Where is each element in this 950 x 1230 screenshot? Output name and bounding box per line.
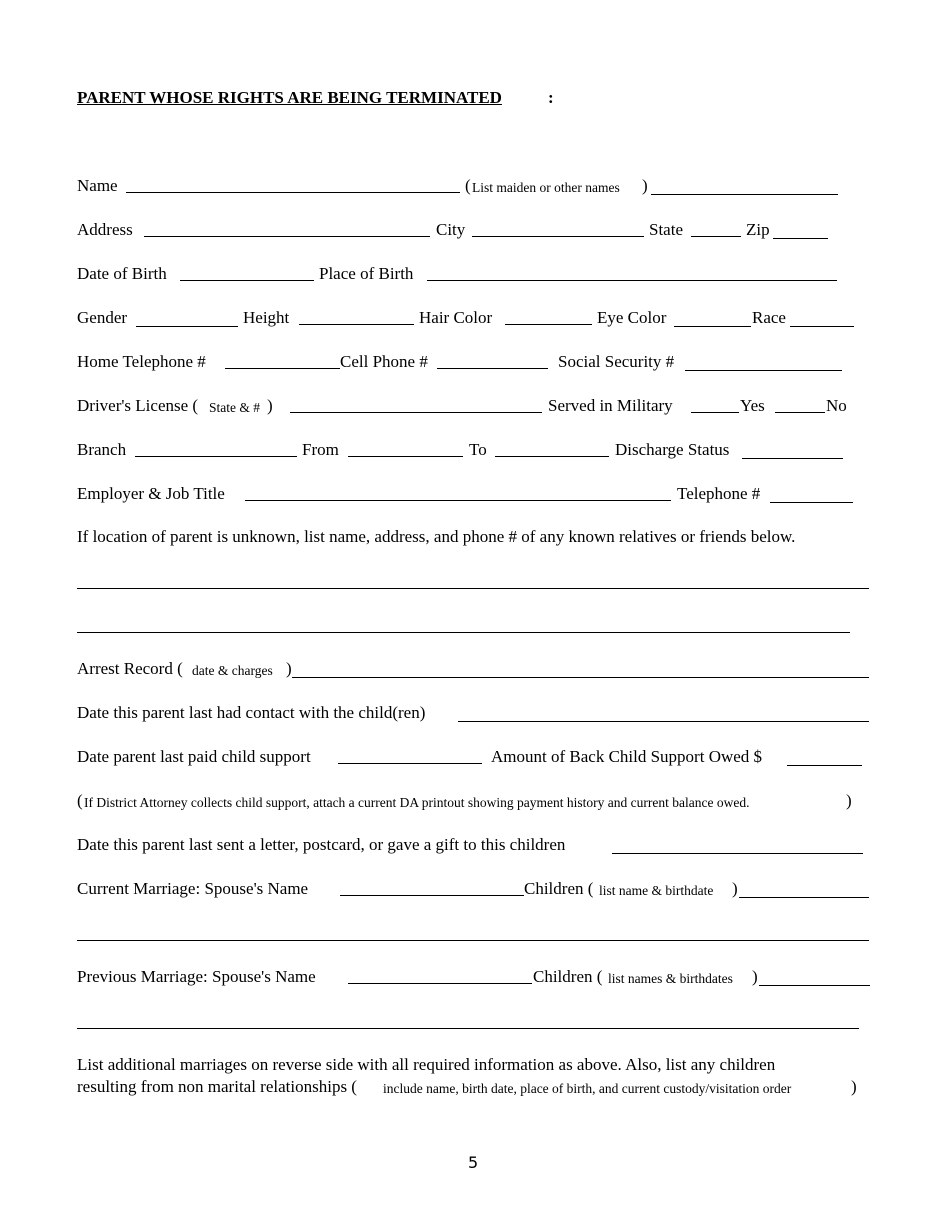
city-field[interactable]	[472, 236, 644, 237]
branch-field[interactable]	[135, 456, 297, 457]
discharge-status-field[interactable]	[742, 458, 843, 459]
previous-children-line-2[interactable]	[77, 1028, 859, 1029]
discharge-status-label: Discharge Status	[615, 440, 730, 459]
hair-color-label: Hair Color	[419, 308, 493, 327]
current-children-field[interactable]	[739, 897, 869, 898]
military-no-field[interactable]	[775, 412, 825, 413]
previous-marriage-label: Previous Marriage: Spouse's Name	[77, 967, 316, 986]
race-field[interactable]	[790, 326, 854, 327]
arrest-record-field[interactable]	[292, 677, 869, 678]
social-security-field[interactable]	[685, 370, 842, 371]
employer-label: Employer & Job Title	[77, 484, 225, 503]
last-paid-support-field[interactable]	[338, 763, 482, 764]
maiden-names-field[interactable]	[651, 194, 838, 195]
maiden-paren-close: )	[642, 176, 648, 195]
city-label: City	[436, 220, 466, 239]
arrest-record-label: Arrest Record (	[77, 659, 183, 678]
from-label: From	[302, 440, 339, 459]
state-label: State	[649, 220, 683, 239]
address-label: Address	[77, 220, 133, 239]
da-note: If District Attorney collects child support, attach a current DA printout showing payment history and current balance owed.	[84, 795, 750, 810]
military-yes-field[interactable]	[691, 412, 739, 413]
last-letter-field[interactable]	[612, 853, 863, 854]
social-security-label: Social Security #	[558, 352, 675, 371]
cell-phone-label: Cell Phone #	[340, 352, 428, 371]
back-support-owed-label: Amount of Back Child Support Owed $	[491, 747, 763, 766]
non-marital-note: include name, birth date, place of birth, and current custody/visitation order	[383, 1081, 792, 1096]
telephone-field[interactable]	[770, 502, 853, 503]
current-children-paren-close: )	[732, 879, 738, 898]
branch-label: Branch	[77, 440, 127, 459]
pob-label: Place of Birth	[319, 264, 414, 283]
zip-label: Zip	[746, 220, 770, 239]
to-label: To	[469, 440, 487, 459]
relatives-line-1[interactable]	[77, 588, 869, 589]
last-paid-support-label: Date parent last paid child support	[77, 747, 311, 766]
last-letter-label: Date this parent last sent a letter, postcard, or gave a gift to this children	[77, 835, 566, 854]
back-support-owed-field[interactable]	[787, 765, 862, 766]
previous-spouse-field[interactable]	[348, 983, 532, 984]
from-field[interactable]	[348, 456, 463, 457]
maiden-paren-open: (	[465, 176, 471, 195]
relatives-line-2[interactable]	[77, 632, 850, 633]
page-number: 5	[468, 1153, 479, 1172]
drivers-license-note: State & #	[209, 400, 260, 415]
previous-children-note: list names & birthdates	[608, 971, 733, 986]
military-yes-label: Yes	[740, 396, 765, 415]
dob-field[interactable]	[180, 280, 314, 281]
da-note-paren-open: (	[77, 791, 83, 810]
non-marital-paren-close: )	[851, 1077, 857, 1096]
drivers-license-field[interactable]	[290, 412, 542, 413]
state-field[interactable]	[691, 236, 741, 237]
arrest-record-note: date & charges	[192, 663, 273, 678]
da-note-paren-close: )	[846, 791, 852, 810]
previous-children-label: Children (	[533, 967, 603, 986]
previous-children-field[interactable]	[759, 985, 870, 986]
drivers-license-paren-close: )	[267, 396, 273, 415]
title-colon: :	[548, 88, 554, 107]
served-military-label: Served in Military	[548, 396, 673, 415]
dob-label: Date of Birth	[77, 264, 167, 283]
telephone-label: Telephone #	[677, 484, 761, 503]
additional-marriages-instruction: List additional marriages on reverse side with all required information as above. Also, list any children	[77, 1055, 776, 1074]
arrest-record-paren-close: )	[286, 659, 292, 678]
last-contact-field[interactable]	[458, 721, 869, 722]
eye-color-field[interactable]	[674, 326, 751, 327]
current-spouse-field[interactable]	[340, 895, 524, 896]
current-marriage-label: Current Marriage: Spouse's Name	[77, 879, 309, 898]
maiden-note: List maiden or other names	[472, 180, 620, 195]
military-no-label: No	[826, 396, 847, 415]
non-marital-instruction: resulting from non marital relationships (	[77, 1077, 357, 1096]
gender-field[interactable]	[136, 326, 238, 327]
race-label: Race	[752, 308, 786, 327]
employer-field[interactable]	[245, 500, 671, 501]
home-telephone-label: Home Telephone #	[77, 352, 206, 371]
previous-children-paren-close: )	[752, 967, 758, 986]
cell-phone-field[interactable]	[437, 368, 548, 369]
eye-color-label: Eye Color	[597, 308, 667, 327]
drivers-license-label: Driver's License (	[77, 396, 199, 415]
height-label: Height	[243, 308, 290, 327]
name-label: Name	[77, 176, 118, 195]
name-field[interactable]	[126, 192, 460, 193]
unknown-location-instruction: If location of parent is unknown, list name, address, and phone # of any known relatives or friends below.	[77, 527, 796, 546]
hair-color-field[interactable]	[505, 324, 592, 325]
last-contact-label: Date this parent last had contact with the child(ren)	[77, 703, 426, 722]
address-field[interactable]	[144, 236, 430, 237]
current-children-label: Children (	[524, 879, 594, 898]
gender-label: Gender	[77, 308, 128, 327]
current-children-line-2[interactable]	[77, 940, 869, 941]
pob-field[interactable]	[427, 280, 837, 281]
zip-field[interactable]	[773, 238, 828, 239]
current-children-note: list name & birthdate	[599, 883, 714, 898]
home-telephone-field[interactable]	[225, 368, 340, 369]
height-field[interactable]	[299, 324, 414, 325]
page-title: PARENT WHOSE RIGHTS ARE BEING TERMINATED	[77, 88, 502, 107]
to-field[interactable]	[495, 456, 609, 457]
